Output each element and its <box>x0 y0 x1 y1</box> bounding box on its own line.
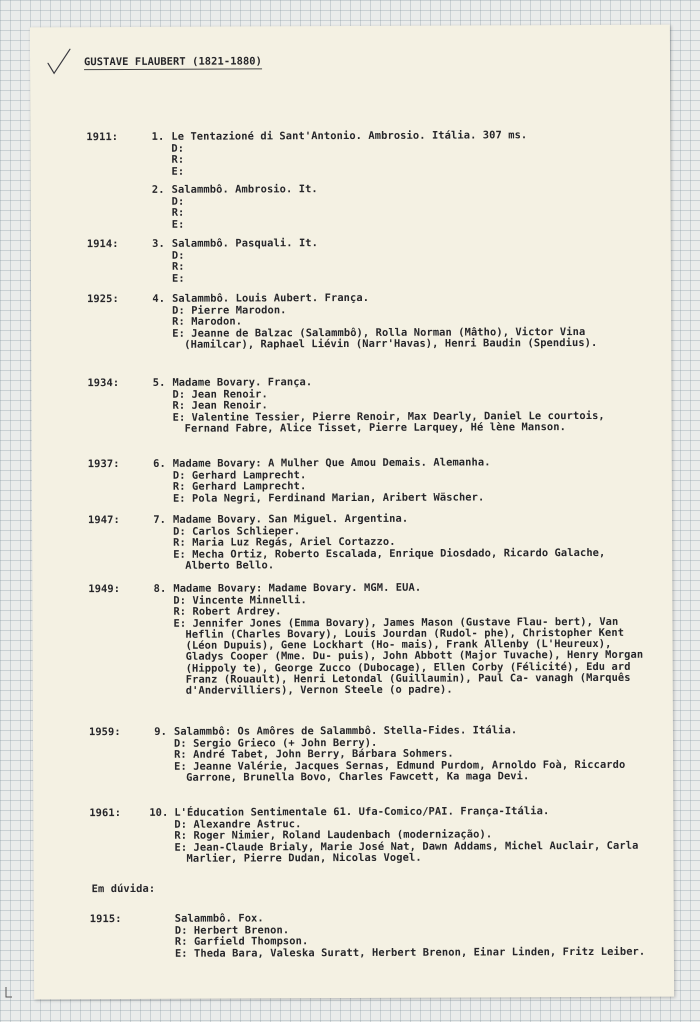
entry-body <box>172 291 644 351</box>
entry-writer: R: <box>171 207 185 220</box>
entry-cast: E: <box>171 272 185 285</box>
entry-writer: R: Jean Renoir. <box>172 399 268 413</box>
entry-year: 1959: <box>88 726 121 739</box>
entry-title: Madame Bovary. San Miguel. Argentina. <box>173 512 409 526</box>
entry-writer: R: Gerhard Lamprecht. <box>172 480 307 494</box>
film-entry <box>31 291 671 351</box>
film-entry <box>32 581 672 698</box>
entry-body <box>171 129 643 178</box>
entry-number: 6. <box>153 457 166 470</box>
entry-cast: E: <box>171 218 185 231</box>
entry-number: 10. <box>149 806 169 819</box>
entry-number: 1. <box>151 130 165 143</box>
entry-body <box>173 456 645 505</box>
film-entry <box>31 236 671 285</box>
film-entry <box>33 724 673 784</box>
entry-body <box>174 724 646 784</box>
entry-cast: E: <box>171 165 185 178</box>
entry-director: D: Jean Renoir. <box>172 388 268 401</box>
entry-title: Salammbô: Os Amôres de Salammbô. Stella-Fides. Itália. <box>173 724 518 738</box>
entry-director: D: <box>171 142 185 155</box>
entry-title: Madame Bovary. França. <box>172 376 313 389</box>
filmography-document <box>30 25 674 1000</box>
entry-cast: E: Jeanne Valérie, Jacques Sernas, Edmund Purdom, Arnoldo Foà, Riccardo Garrone, Brunella Bovo, Charles Fawcett, Ka maga Devi. <box>174 758 626 784</box>
entry-number: 3. <box>152 237 165 250</box>
entry-number: 7. <box>153 513 167 526</box>
entry-title: L'Éducation Sentimentale 61. Ufa-Comico/PAI. França-Itália. <box>174 805 550 819</box>
entry-title: Le Tentazioné di Sant'Antonio. Ambrosio. Itália. 307 ms. <box>171 129 528 143</box>
entry-title: Salammbô. Louis Aubert. França. <box>172 291 370 305</box>
film-entry <box>31 182 671 231</box>
document-heading <box>84 55 262 68</box>
film-entry <box>30 129 670 178</box>
entry-title: Madame Bovary: A Mulher Que Amou Demais. Alemanha. <box>172 456 491 470</box>
entry-writer: R: Roger Nimier, Roland Laudenbach (modernização). <box>174 828 493 843</box>
entry-number: 9. <box>154 725 167 738</box>
entry-writer: R: Garfield Thompson. <box>174 935 309 949</box>
entry-year: 1914: <box>86 238 119 251</box>
entry-title: Salammbô. Fox. <box>174 912 264 925</box>
edge-pencil-mark <box>3 986 13 1000</box>
entry-year: 1961: <box>89 807 122 820</box>
entry-director: D: Gerhard Lamprecht. <box>172 469 307 482</box>
film-entry <box>34 911 674 960</box>
entry-body <box>175 911 647 960</box>
entry-body <box>172 375 644 435</box>
entry-writer: R: Maria Luz Regás, Ariel Cortazzo. <box>173 536 396 550</box>
entry-director: D: <box>171 195 185 208</box>
entry-body <box>174 805 646 865</box>
entry-body <box>173 512 645 572</box>
entry-director: D: Carlos Schlieper. <box>173 525 301 538</box>
entry-cast: E: Mecha Ortiz, Roberto Escalada, Enrique Diosdado, Ricardo Galache, Alberto Bello. <box>173 546 606 572</box>
entry-year: 1911: <box>86 131 119 144</box>
entry-writer: R: Marodon. <box>172 315 243 329</box>
entry-title: Salammbô. Pasquali. It. <box>171 237 319 250</box>
film-entry <box>32 456 672 505</box>
entry-year: 1949: <box>88 583 121 596</box>
entry-cast: E: Theda Bara, Valeska Suratt, Herbert Brenon, Einar Linden, Fritz Leiber. <box>174 945 646 960</box>
entry-cast: E: Valentine Tessier, Pierre Renoir, Max Dearly, Daniel Le courtois, Fernand Fabre, Alice Tisset, Pierre Larquey, Hé lène Manson. <box>172 409 605 435</box>
entry-body <box>173 581 645 698</box>
heading-text: GUSTAVE FLAUBERT (1821-1880) <box>84 55 263 69</box>
entry-number: 4. <box>152 292 166 305</box>
heading-underline <box>84 68 262 70</box>
entry-year: 1937: <box>87 458 120 471</box>
entry-director: D: Sergio Grieco (+ John Berry). <box>173 736 378 750</box>
entry-year: 1925: <box>87 293 119 306</box>
document-sheet <box>30 25 674 1000</box>
entry-number: 8. <box>153 582 167 595</box>
entry-year: 1947: <box>88 514 120 527</box>
entry-number: 5. <box>152 376 166 389</box>
entry-director: D: Vincente Minnelli. <box>173 594 307 607</box>
entry-body <box>172 236 644 285</box>
entry-director: D: Herbert Brenon. <box>174 924 290 937</box>
doubt-label: Em dúvida: <box>91 882 156 896</box>
film-entry <box>32 512 672 572</box>
entry-year: 1934: <box>87 377 120 390</box>
entry-director: D: <box>171 249 185 262</box>
film-entry <box>31 375 671 435</box>
entry-writer: R: Robert Ardrey. <box>173 605 282 619</box>
entry-title: Salammbô. Ambrosio. It. <box>171 183 318 196</box>
entry-cast: E: Jean-Claude Brialy, Marie José Nat, Dawn Addams, Michel Auclair, Carla Marlier, Pierre Dudan, Nicolas Vogel. <box>174 839 639 865</box>
entry-cast: E: Jennifer Jones (Emma Bovary), James Mason (Gustave Flau- bert), Van Heflin (Charles Bovary), Louis Jourdan (Rudol- phe), Christopher Kent (Léon Dupuis), Gene Lockhart (Ho- mais), Frank Allenby (L'Heureux), Gladys Cooper (Mme. Du- puis), John Abbott (Major Tuvache), Henry Morgan (Hippoly te), George Zucco (Dubocage), Ellen Corby (Félicité), Edu ard Franz (Rouault), Henri Letondal (Guillaumin), Paul Ca- vanagh (Marquês d'Andervilliers), Vernon Steele (o padre). <box>173 615 644 698</box>
entry-writer: R: <box>171 261 185 274</box>
entry-director: D: Pierre Marodon. <box>172 304 287 317</box>
entry-title: Madame Bovary: Madame Bovary. MGM. EUA. <box>173 581 422 595</box>
entry-director: D: Alexandre Astruc. <box>174 818 302 831</box>
entry-year: 1915: <box>89 913 122 926</box>
entry-number: 2. <box>151 183 165 196</box>
film-entry <box>33 805 673 865</box>
entry-body <box>172 182 644 231</box>
entry-writer: R: <box>171 154 185 167</box>
entry-cast: E: Pola Negri, Ferdinand Marian, Aribert Wäscher. <box>172 491 485 505</box>
entry-cast: E: Jeanne de Balzac (Salammbô), Rolla Norman (Mâtho), Victor Vina (Hamilcar), Raphael Liévin (Narr'Havas), Henri Baudin (Spendius). <box>172 325 598 351</box>
entry-writer: R: André Tabet, John Berry, Bárbara Sohmers. <box>174 747 454 762</box>
